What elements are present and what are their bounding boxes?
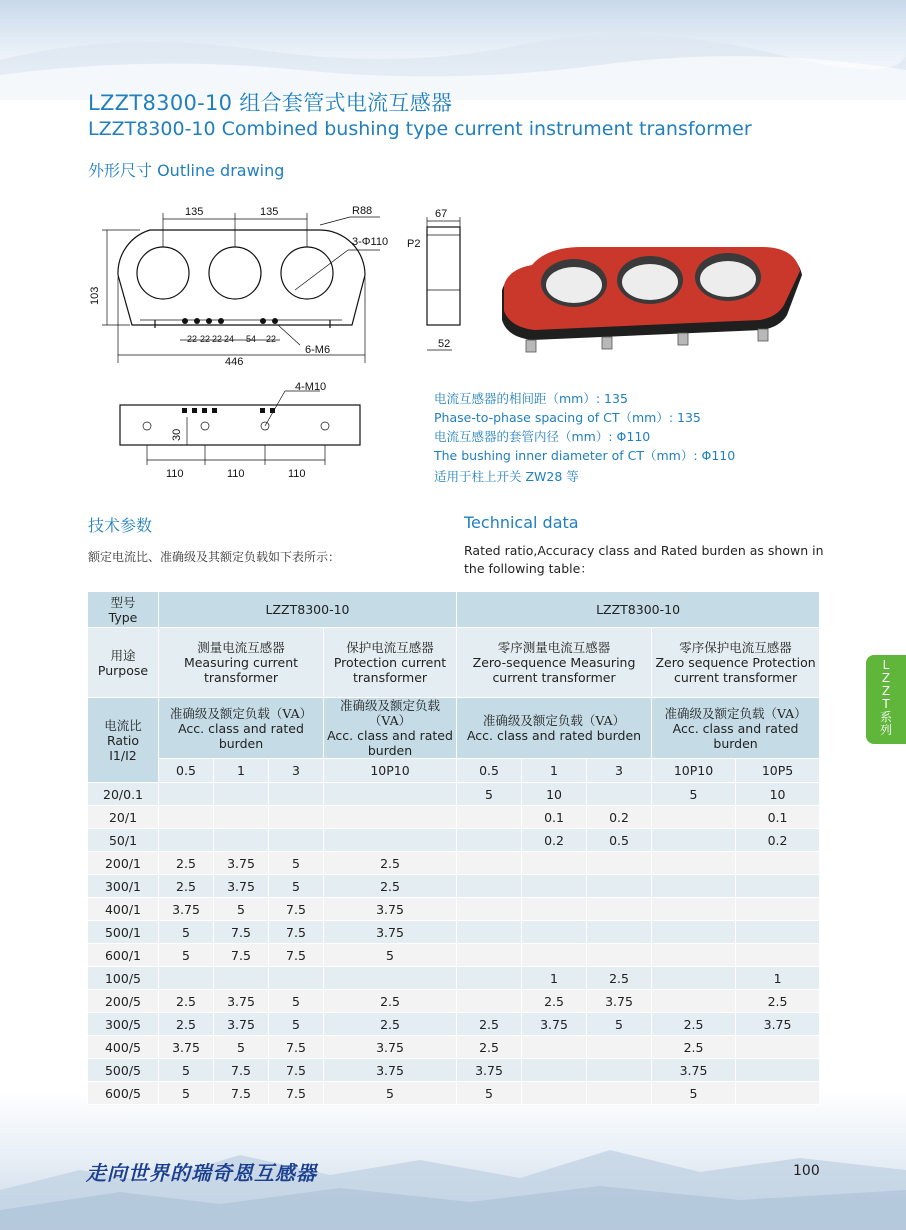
- value-cell: [269, 829, 324, 852]
- value-cell: [587, 875, 652, 898]
- value-cell: [457, 875, 522, 898]
- spec-spacing-cn: 电流互感器的相间距（mm）: 135: [434, 391, 628, 406]
- acc-zero-protection-en: Acc. class and rated burden: [672, 720, 799, 751]
- dim-3-phi110: 3-Φ110: [352, 236, 389, 248]
- table-header-purpose-row: [88, 628, 820, 698]
- technical-data-table: [87, 591, 820, 1105]
- dim-52: 52: [438, 338, 451, 350]
- value-cell: [736, 1082, 820, 1105]
- value-cell: 2.5: [457, 1013, 522, 1036]
- dim-4-m10: 4-M10: [295, 381, 327, 393]
- technical-data-heading-cn: 技术参数: [88, 516, 153, 535]
- value-cell: [736, 1036, 820, 1059]
- value-cell: [214, 829, 269, 852]
- value-cell: [736, 898, 820, 921]
- class-cell: 0.5: [159, 759, 214, 783]
- table-row: [88, 783, 820, 806]
- type-header-cell: [88, 592, 159, 628]
- model-right-cell: LZZT8300-10: [457, 592, 820, 628]
- ratio-cell: 20/0.1: [88, 783, 159, 806]
- table-row: [88, 944, 820, 967]
- value-cell: 5: [652, 1082, 736, 1105]
- value-cell: [457, 898, 522, 921]
- purpose-label-cn: 用途: [110, 647, 136, 663]
- value-cell: 7.5: [269, 944, 324, 967]
- value-cell: [324, 783, 457, 806]
- technical-data-heading-en: Technical data: [464, 513, 579, 532]
- value-cell: 5: [269, 875, 324, 898]
- value-cell: 2.5: [652, 1036, 736, 1059]
- dim-67: 67: [435, 208, 448, 220]
- acc-zero-protection-cn: 准确级及额定负载（VA）: [664, 705, 807, 721]
- purpose-zero-protection-cell: [652, 628, 820, 698]
- value-cell: 5: [214, 1036, 269, 1059]
- value-cell: 5: [324, 1082, 457, 1105]
- series-suffix-char: 系: [879, 710, 892, 724]
- class-cell: 3: [587, 759, 652, 783]
- intro-text-en: Rated ratio,Accuracy class and Rated burden as shown in the following table：: [464, 543, 824, 576]
- value-cell: [522, 1059, 587, 1082]
- outline-drawing-heading: 外形尺寸 Outline drawing: [88, 161, 285, 180]
- table-row: [88, 990, 820, 1013]
- dim-30: 30: [171, 428, 183, 441]
- value-cell: 2.5: [159, 852, 214, 875]
- front-view: [118, 230, 365, 328]
- value-cell: [159, 829, 214, 852]
- class-cell: 10P5: [736, 759, 820, 783]
- purpose-zero-measuring-cell: [457, 628, 652, 698]
- value-cell: 2.5: [587, 967, 652, 990]
- value-cell: [159, 783, 214, 806]
- value-cell: 3.75: [159, 898, 214, 921]
- type-label-cn: 型号: [110, 594, 136, 610]
- class-cell: 0.5: [457, 759, 522, 783]
- purpose-protection-cell: [324, 628, 457, 698]
- value-cell: 7.5: [214, 1082, 269, 1105]
- value-cell: 2.5: [522, 990, 587, 1013]
- value-cell: [652, 921, 736, 944]
- table-row: [88, 921, 820, 944]
- value-cell: [269, 783, 324, 806]
- acc-zero-measuring-cell: [457, 698, 652, 759]
- acc-measuring-en: Acc. class and rated burden: [178, 720, 304, 751]
- purpose-header-cell: [88, 628, 159, 698]
- spec-diameter-en: The bushing inner diameter of CT（mm）: Φ110: [434, 448, 736, 463]
- table-row: [88, 967, 820, 990]
- purpose-measuring-en: Measuring current transformer: [183, 655, 299, 685]
- value-cell: 3.75: [324, 1059, 457, 1082]
- intro-text-cn: 额定电流比、准确级及其额定负载如下表所示：: [88, 550, 341, 564]
- value-cell: 3.75: [324, 921, 457, 944]
- value-cell: 0.2: [736, 829, 820, 852]
- dim-103: 103: [89, 286, 101, 305]
- value-cell: 7.5: [269, 898, 324, 921]
- ratio-symbol: I1/I2: [109, 747, 137, 763]
- class-cell: 3: [269, 759, 324, 783]
- value-cell: 3.75: [214, 875, 269, 898]
- purpose-zero-protection-cn: 零序保护电流互感器: [679, 640, 792, 655]
- value-cell: [587, 852, 652, 875]
- spec-application-cn: 适用于柱上开关 ZW28 等: [434, 469, 579, 484]
- value-cell: 2.5: [324, 990, 457, 1013]
- value-cell: [587, 1082, 652, 1105]
- value-cell: 5: [457, 1082, 522, 1105]
- purpose-label-en: Purpose: [97, 662, 149, 678]
- page-title-cn: LZZT8300-10 组合套管式电流互感器: [88, 91, 453, 115]
- value-cell: 5: [159, 1082, 214, 1105]
- footer-slogan: 走向世界的瑞奇恩互感器: [86, 1161, 317, 1185]
- value-cell: 5: [159, 944, 214, 967]
- dim-small: 22: [187, 334, 198, 344]
- ratio-cell: 400/1: [88, 898, 159, 921]
- value-cell: [652, 944, 736, 967]
- value-cell: 0.1: [736, 806, 820, 829]
- ratio-cell: 600/5: [88, 1082, 159, 1105]
- value-cell: [652, 806, 736, 829]
- dim-small: 22: [212, 334, 223, 344]
- table-row: [88, 898, 820, 921]
- table-row: [88, 829, 820, 852]
- value-cell: [522, 921, 587, 944]
- value-cell: 5: [457, 783, 522, 806]
- value-cell: 3.75: [214, 1013, 269, 1036]
- dim-small: 54: [246, 334, 257, 344]
- value-cell: 2.5: [324, 1013, 457, 1036]
- ratio-cell: 400/5: [88, 1036, 159, 1059]
- table-body: [88, 783, 820, 1105]
- ratio-cell: 200/5: [88, 990, 159, 1013]
- value-cell: 7.5: [214, 1059, 269, 1082]
- table-header-type-row: [88, 592, 820, 628]
- value-cell: [587, 1059, 652, 1082]
- value-cell: 2.5: [159, 1013, 214, 1036]
- dim-small-group: [187, 334, 276, 344]
- page-title-en: LZZT8300-10 Combined bushing type current instrument transformer: [88, 118, 752, 140]
- series-letters: [866, 659, 906, 711]
- ratio-header-cell: [88, 698, 159, 783]
- dim-6-m6: 6-M6: [305, 344, 331, 356]
- value-cell: 5: [159, 921, 214, 944]
- value-cell: [214, 783, 269, 806]
- value-cell: [736, 875, 820, 898]
- value-cell: [736, 1059, 820, 1082]
- value-cell: [587, 1036, 652, 1059]
- acc-protection-cell: [324, 698, 457, 759]
- acc-protection-en: Acc. class and rated burden: [327, 728, 453, 758]
- value-cell: 3.75: [736, 1013, 820, 1036]
- value-cell: 3.75: [159, 1036, 214, 1059]
- value-cell: [457, 990, 522, 1013]
- bottom-view: [120, 405, 360, 445]
- value-cell: [457, 967, 522, 990]
- series-side-tab[interactable]: [866, 655, 906, 744]
- ratio-cell: 500/1: [88, 921, 159, 944]
- value-cell: 5: [269, 990, 324, 1013]
- series-letter: Z: [881, 684, 891, 698]
- value-cell: 7.5: [269, 921, 324, 944]
- value-cell: [652, 990, 736, 1013]
- value-cell: [522, 944, 587, 967]
- value-cell: [214, 806, 269, 829]
- value-cell: [736, 944, 820, 967]
- dim-110-c: 110: [288, 468, 306, 480]
- table-row: [88, 1013, 820, 1036]
- value-cell: 5: [269, 1013, 324, 1036]
- ratio-cell: 500/5: [88, 1059, 159, 1082]
- value-cell: [457, 944, 522, 967]
- dim-small: 24: [224, 334, 235, 344]
- spec-diameter-cn: 电流互感器的套管内径（mm）: Φ110: [434, 429, 651, 444]
- value-cell: [652, 898, 736, 921]
- model-left-cell: LZZT8300-10: [159, 592, 457, 628]
- ratio-cell: 200/1: [88, 852, 159, 875]
- series-letter: Z: [881, 671, 891, 685]
- value-cell: 1: [522, 967, 587, 990]
- ratio-label-en: Ratio: [106, 732, 140, 748]
- value-cell: 0.1: [522, 806, 587, 829]
- acc-zero-protection-cell: [652, 698, 820, 759]
- acc-measuring-cn: 准确级及额定负载（VA）: [169, 705, 313, 721]
- series-letter: T: [882, 697, 890, 711]
- value-cell: 2.5: [324, 852, 457, 875]
- table-row: [88, 1059, 820, 1082]
- type-label-en: Type: [108, 609, 138, 625]
- value-cell: 2.5: [652, 1013, 736, 1036]
- table-class-row: [88, 759, 820, 783]
- table-row: [88, 1082, 820, 1105]
- table-row: [88, 875, 820, 898]
- value-cell: [457, 921, 522, 944]
- series-suffix-char: 列: [879, 723, 892, 737]
- table-header-acc-row: [88, 698, 820, 759]
- class-cell: 1: [214, 759, 269, 783]
- value-cell: [587, 783, 652, 806]
- series-letter: L: [882, 658, 890, 672]
- value-cell: [457, 829, 522, 852]
- value-cell: [324, 967, 457, 990]
- value-cell: 0.2: [522, 829, 587, 852]
- value-cell: 10: [522, 783, 587, 806]
- value-cell: 1: [736, 967, 820, 990]
- value-cell: 2.5: [324, 875, 457, 898]
- value-cell: [457, 806, 522, 829]
- value-cell: [652, 852, 736, 875]
- ratio-cell: 50/1: [88, 829, 159, 852]
- value-cell: 7.5: [269, 1036, 324, 1059]
- dim-446: 446: [225, 356, 244, 368]
- value-cell: 0.5: [587, 829, 652, 852]
- value-cell: 3.75: [457, 1059, 522, 1082]
- dim-small: 22: [200, 334, 211, 344]
- value-cell: 3.75: [652, 1059, 736, 1082]
- value-cell: 3.75: [214, 990, 269, 1013]
- value-cell: 7.5: [214, 921, 269, 944]
- value-cell: [522, 875, 587, 898]
- dim-r88: R88: [352, 205, 373, 217]
- series-suffix: [866, 711, 906, 737]
- value-cell: 7.5: [269, 1082, 324, 1105]
- value-cell: 0.2: [587, 806, 652, 829]
- value-cell: 3.75: [522, 1013, 587, 1036]
- value-cell: [652, 829, 736, 852]
- value-cell: 5: [214, 898, 269, 921]
- value-cell: 3.75: [324, 1036, 457, 1059]
- value-cell: [269, 967, 324, 990]
- value-cell: [736, 852, 820, 875]
- ratio-cell: 100/5: [88, 967, 159, 990]
- value-cell: 5: [269, 852, 324, 875]
- value-cell: 3.75: [324, 898, 457, 921]
- dim-135-right: 135: [260, 206, 279, 218]
- value-cell: [214, 967, 269, 990]
- spec-spacing-en: Phase-to-phase spacing of CT（mm）: 135: [434, 410, 701, 425]
- value-cell: 3.75: [587, 990, 652, 1013]
- value-cell: 5: [652, 783, 736, 806]
- value-cell: [522, 898, 587, 921]
- purpose-zero-measuring-cn: 零序测量电流互感器: [497, 640, 611, 655]
- acc-measuring-cell: [159, 698, 324, 759]
- acc-zero-measuring-en: Acc. class and rated burden: [466, 728, 642, 743]
- value-cell: [159, 806, 214, 829]
- ratio-cell: 300/5: [88, 1013, 159, 1036]
- value-cell: 2.5: [159, 990, 214, 1013]
- value-cell: 10: [736, 783, 820, 806]
- acc-protection-cn: 准确级及额定负载（VA）: [340, 698, 441, 728]
- value-cell: [269, 806, 324, 829]
- value-cell: 2.5: [457, 1036, 522, 1059]
- dim-p2: P2: [407, 238, 421, 250]
- ratio-cell: 300/1: [88, 875, 159, 898]
- value-cell: [159, 967, 214, 990]
- purpose-zero-protection-en: Zero sequence Protection current transformer: [655, 655, 816, 685]
- value-cell: 7.5: [214, 944, 269, 967]
- acc-zero-measuring-cn: 准确级及额定负载（VA）: [482, 713, 626, 728]
- outline-drawing: [80, 195, 480, 485]
- value-cell: [522, 852, 587, 875]
- table-row: [88, 806, 820, 829]
- value-cell: [652, 875, 736, 898]
- dim-135-left: 135: [185, 206, 204, 218]
- class-cell: 10P10: [324, 759, 457, 783]
- purpose-measuring-cn: 测量电流互感器: [197, 640, 285, 655]
- purpose-zero-measuring-en: Zero-sequence Measuring current transformer: [472, 655, 636, 685]
- value-cell: [587, 944, 652, 967]
- dim-small: 22: [266, 334, 277, 344]
- class-cell: 10P10: [652, 759, 736, 783]
- value-cell: [324, 806, 457, 829]
- ratio-cell: 20/1: [88, 806, 159, 829]
- value-cell: [652, 967, 736, 990]
- value-cell: [736, 921, 820, 944]
- ratio-cell: 600/1: [88, 944, 159, 967]
- value-cell: [522, 1082, 587, 1105]
- purpose-protection-en: Protection current transformer: [333, 655, 447, 685]
- value-cell: [324, 829, 457, 852]
- value-cell: 5: [324, 944, 457, 967]
- side-view: [427, 227, 460, 325]
- product-photo: [492, 245, 812, 360]
- value-cell: [587, 898, 652, 921]
- page-number: 100: [793, 1163, 820, 1179]
- table-row: [88, 1036, 820, 1059]
- value-cell: [522, 1036, 587, 1059]
- purpose-measuring-cell: [159, 628, 324, 698]
- value-cell: 3.75: [214, 852, 269, 875]
- value-cell: 2.5: [736, 990, 820, 1013]
- purpose-protection-cn: 保护电流互感器: [346, 640, 434, 655]
- value-cell: [457, 852, 522, 875]
- class-cell: 1: [522, 759, 587, 783]
- ratio-label-cn: 电流比: [104, 717, 142, 733]
- table-row: [88, 852, 820, 875]
- value-cell: 7.5: [269, 1059, 324, 1082]
- value-cell: 2.5: [159, 875, 214, 898]
- value-cell: 5: [159, 1059, 214, 1082]
- value-cell: [587, 921, 652, 944]
- dim-110-a: 110: [166, 468, 184, 480]
- dim-110-b: 110: [227, 468, 245, 480]
- value-cell: 5: [587, 1013, 652, 1036]
